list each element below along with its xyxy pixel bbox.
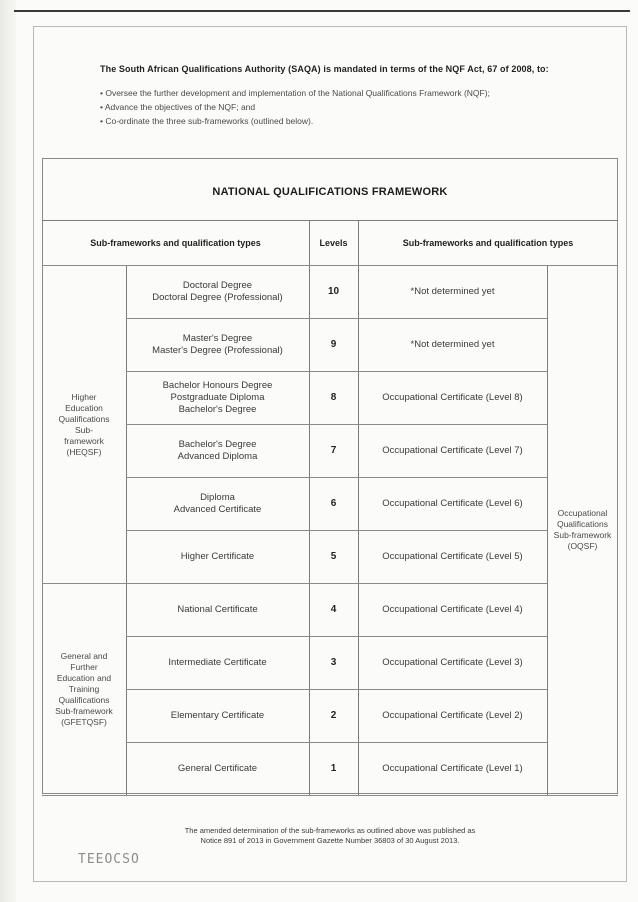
- mandate-bullets: [100, 86, 600, 128]
- level-cell: 3: [330, 656, 337, 668]
- qualification-type-cell: Higher Certificate: [180, 550, 255, 562]
- qualification-type-cell: Diploma Advanced Certificate: [173, 491, 262, 515]
- qualification-type-cell: Elementary Certificate: [170, 709, 265, 721]
- qualification-type-cell: National Certificate: [177, 603, 258, 615]
- row-divider: [126, 689, 547, 690]
- level-cell: 1: [330, 762, 337, 774]
- occupational-cell: Occupational Certificate (Level 6): [382, 497, 523, 509]
- qualification-type-cell: General Certificate: [177, 762, 258, 774]
- serial-stamp: TEEOCSO: [78, 852, 140, 867]
- occupational-cell: Occupational Certificate (Level 4): [382, 603, 523, 615]
- occupational-cell: Occupational Certificate (Level 3): [382, 656, 523, 668]
- top-rule: [14, 10, 630, 12]
- row-divider: [42, 265, 618, 266]
- scan-edge: [0, 0, 16, 902]
- level-cell: 8: [330, 391, 337, 403]
- row-divider: [42, 795, 618, 796]
- qualification-type-cell: Bachelor's Degree Advanced Diploma: [177, 438, 258, 462]
- divider: [358, 221, 359, 795]
- bullet-item: • Advance the objectives of the NQF; and: [100, 100, 600, 114]
- occupational-cell: *Not determined yet: [410, 285, 495, 297]
- header-right: Sub-frameworks and qualification types: [402, 238, 574, 248]
- occupational-cell: Occupational Certificate (Level 1): [382, 762, 523, 774]
- qualification-type-cell: Intermediate Certificate: [168, 656, 267, 668]
- header-left: Sub-frameworks and qualification types: [90, 238, 261, 248]
- divider: [547, 265, 548, 795]
- row-divider: [126, 530, 547, 531]
- qualification-type-cell: Doctoral Degree Doctoral Degree (Professional): [152, 279, 283, 303]
- level-cell: 4: [330, 603, 337, 615]
- level-cell: 9: [330, 338, 337, 350]
- occupational-cell: Occupational Certificate (Level 2): [382, 709, 523, 721]
- bullet-item: • Co-ordinate the three sub-frameworks (outlined below).: [100, 114, 600, 128]
- occupational-cell: *Not determined yet: [410, 338, 495, 350]
- level-cell: 7: [330, 444, 337, 456]
- bullet-item: • Oversee the further development and implementation of the National Qualifications Framework (NQF);: [100, 86, 600, 100]
- footnote: The amended determination of the sub-frameworks as outlined above was published as Notice 891 of 2013 in Government Gazette Number 36803 of 30 August 2013.: [184, 826, 476, 845]
- level-cell: 5: [330, 550, 337, 562]
- oqsf-label: Occupational Qualifications Sub-framework (OQSF): [553, 508, 612, 551]
- divider: [309, 221, 310, 795]
- qualification-type-cell: Master's Degree Master's Degree (Professional): [152, 332, 283, 356]
- occupational-cell: Occupational Certificate (Level 8): [382, 391, 523, 403]
- row-divider: [126, 477, 547, 478]
- nqf-table: [42, 220, 618, 795]
- header-levels: Levels: [319, 238, 348, 248]
- gfetqsf-label: General and Further Education and Training Qualifications Sub-framework (GFETQSF): [55, 651, 113, 727]
- occupational-cell: Occupational Certificate (Level 7): [382, 444, 523, 456]
- row-divider: [42, 583, 547, 584]
- row-divider: [126, 371, 547, 372]
- occupational-cell: Occupational Certificate (Level 5): [382, 550, 523, 562]
- qualification-type-cell: Bachelor Honours Degree Postgraduate Diploma Bachelor's Degree: [162, 379, 273, 415]
- level-cell: 10: [327, 285, 340, 297]
- row-divider: [126, 318, 547, 319]
- framework-title: NATIONAL QUALIFICATIONS FRAMEWORK: [212, 186, 448, 198]
- level-cell: 2: [330, 709, 337, 721]
- row-divider: [126, 742, 547, 743]
- heqsf-label: Higher Education Qualifications Sub- framework (HEQSF): [58, 391, 110, 457]
- row-divider: [126, 424, 547, 425]
- mandate-title: The South African Qualifications Authority (SAQA) is mandated in terms of the NQF Act, 67 of 2008, to:: [100, 64, 549, 74]
- row-divider: [126, 636, 547, 637]
- level-cell: 6: [330, 497, 337, 509]
